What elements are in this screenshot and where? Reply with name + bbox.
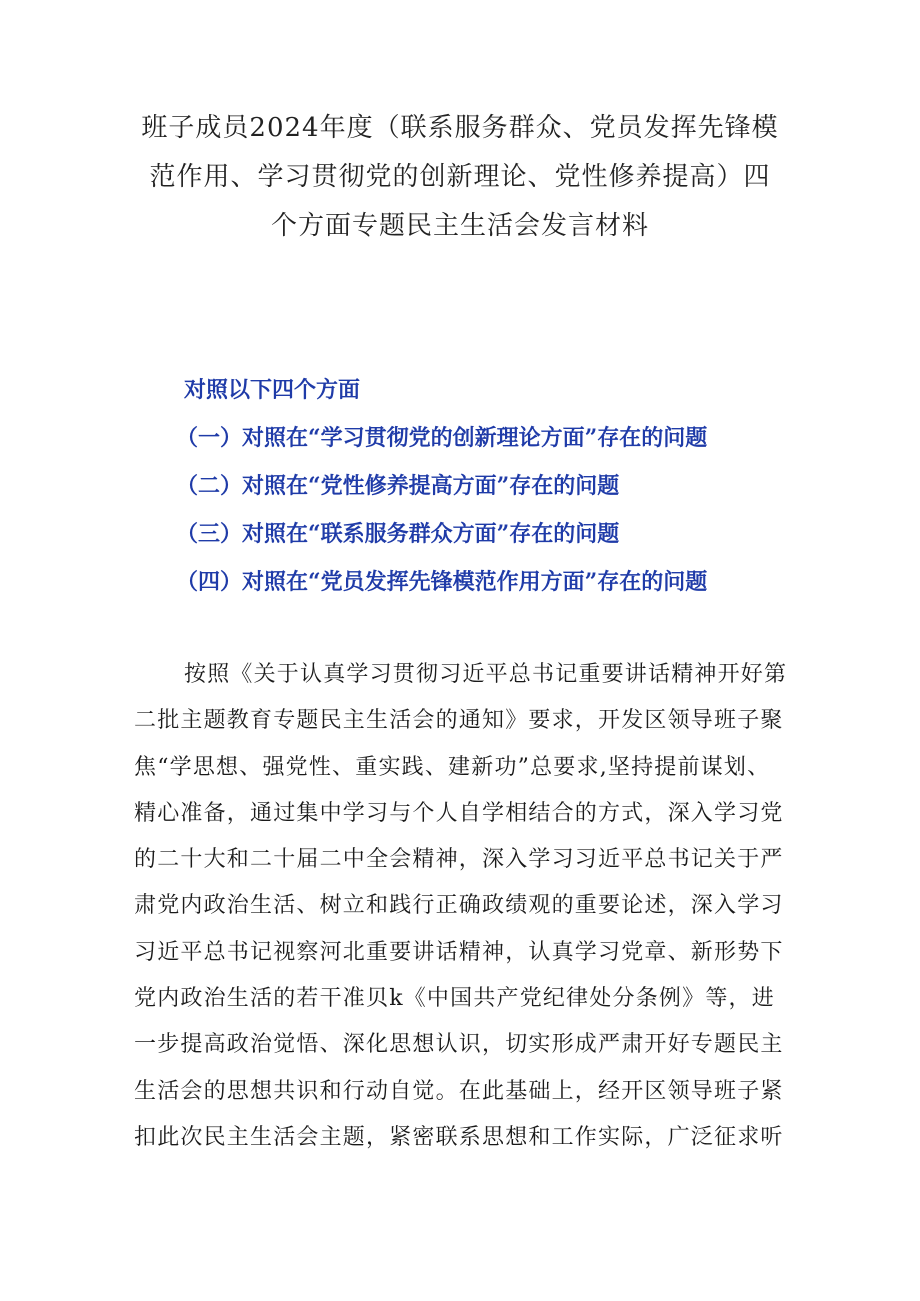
- paragraph-line: 精心准备，通过集中学习与个人自学相结合的方式，深入学习党: [134, 800, 784, 826]
- toc-item-1[interactable]: （一）对照在“学习贯彻党的创新理论方面”存在的问题: [176, 425, 708, 451]
- toc-heading: 对照以下四个方面: [184, 377, 361, 403]
- document-title: [120, 104, 800, 251]
- toc-item-4[interactable]: （四）对照在“党员发挥先锋模范作用方面”存在的问题: [176, 569, 708, 595]
- title-line: 范作用、学习贯彻党的创新理论、党性修养提高）四: [149, 162, 771, 192]
- toc-item-2[interactable]: （二）对照在“党性修养提高方面”存在的问题: [176, 473, 620, 499]
- paragraph-line: 二批主题教育专题民主生活会的通知》要求，开发区领导班子聚: [134, 708, 784, 734]
- paragraph-line: 习近平总书记视察河北重要讲话精神，认真学习党章、新形势下: [134, 939, 784, 965]
- paragraph-line: 党内政治生活的若干准贝k《中国共产党纪律处分条例》等，进: [134, 986, 775, 1012]
- body-paragraph: [134, 652, 794, 1161]
- paragraph-line: 扣此次民主生活会主题，紧密联系思想和工作实际，广泛征求听: [134, 1124, 784, 1150]
- paragraph-line: 焦“学思想、强党性、重实践、建新功”总要求,坚持提前谋划、: [134, 754, 771, 780]
- toc-item-3[interactable]: （三）对照在“联系服务群众方面”存在的问题: [176, 521, 620, 547]
- paragraph-line: 按照《关于认真学习贯彻习近平总书记重要讲话精神开好第: [184, 662, 788, 687]
- table-of-contents: [176, 366, 816, 606]
- paragraph-line: 肃党内政治生活、树立和践行正确政绩观的重要论述，深入学习: [134, 893, 784, 919]
- paragraph-line: 一步提高政治觉悟、深化思想认识，切实形成严肃开好专题民主: [134, 1032, 784, 1058]
- paragraph-line: 的二十大和二十届二中全会精神，深入学习习近平总书记关于严: [134, 847, 784, 873]
- paragraph-line: 生活会的思想共识和行动自觉。在此基础上，经开区领导班子紧: [134, 1078, 784, 1104]
- title-line: 个方面专题民主生活会发言材料: [270, 211, 649, 241]
- title-line: 班子成员2024年度（联系服务群众、党员发挥先锋模: [141, 113, 779, 143]
